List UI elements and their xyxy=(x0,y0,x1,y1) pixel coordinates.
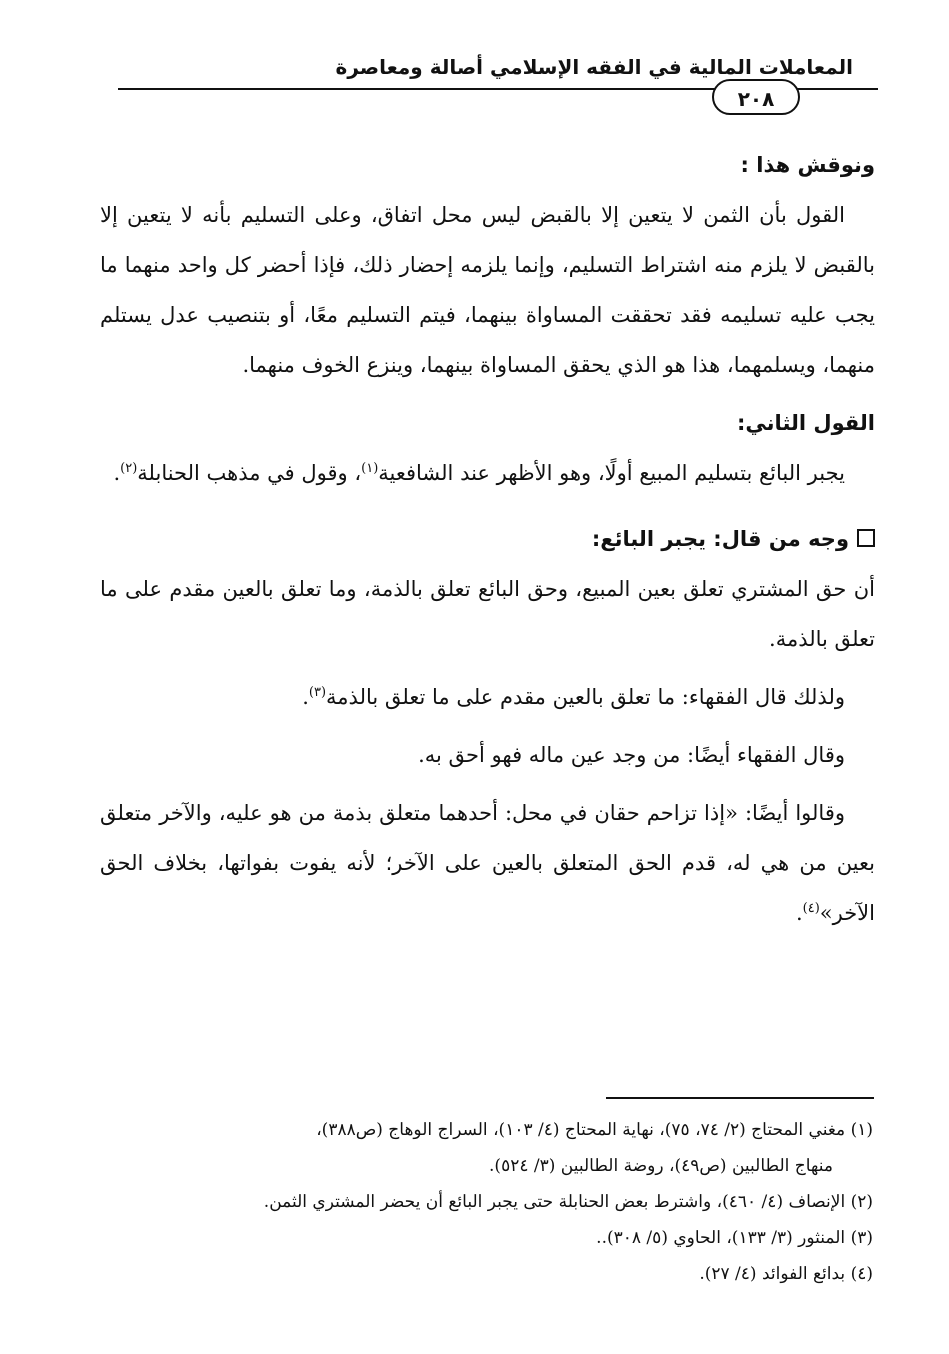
footnote-ref-1[interactable]: (١) xyxy=(361,461,379,476)
footnotes xyxy=(93,1112,873,1292)
reason-heading-text: وجه من قال: يجبر البائع: xyxy=(591,527,849,551)
footnote-3-marker: (٣) xyxy=(850,1228,873,1248)
jurists-quote-3 xyxy=(100,788,875,938)
checkbox-bullet-icon xyxy=(857,529,875,547)
second-opinion-text-b: ، وقول في مذهب الحنابلة xyxy=(137,461,362,485)
footnote-2 xyxy=(93,1184,873,1220)
jurists-quote-2: وقال الفقهاء أيضًا: من وجد عين ماله فهو أحق به. xyxy=(418,743,845,767)
second-opinion-text-a: يجبر البائع بتسليم المبيع أولًا، وهو الأظهر عند الشافعية xyxy=(378,461,845,485)
footnote-4 xyxy=(93,1256,873,1292)
second-opinion-heading: القول الثاني: xyxy=(737,411,875,435)
footnote-2-marker: (٢) xyxy=(850,1192,873,1212)
footnote-4-marker: (٤) xyxy=(850,1264,873,1284)
footnote-separator xyxy=(606,1097,874,1099)
jurists-quote-1-end: . xyxy=(302,685,309,709)
second-opinion-paragraph xyxy=(100,448,875,498)
footnote-1-text: مغني المحتاج (٢/ ٧٤، ٧٥)، نهاية المحتاج (٤/ ١٠٣)، السراج الوهاج (ص٣٨٨)، xyxy=(316,1120,846,1140)
jurists-quote-1 xyxy=(100,672,875,722)
jurists-quote-3-text: وقالوا أيضًا: «إذا تزاحم حقان في محل: أحدهما متعلق بذمة من هو عليه، والآخر متعلق بعين من هي له، قدم الحق المتعلق بالعين على الآخر؛ لأنه يفوت بفواتها، بخلاف الحق الآخر» xyxy=(100,801,875,925)
main-text xyxy=(100,140,875,938)
jurists-quote-3-end: . xyxy=(795,901,803,925)
running-title: المعاملات المالية في الفقه الإسلامي أصالة ومعاصرة xyxy=(335,55,853,79)
footnote-3-text: المنثور (٣/ ١٣٣)، الحاوي (٥/ ٣٠٨).. xyxy=(596,1228,846,1248)
footnote-ref-4[interactable]: (٤) xyxy=(802,901,820,916)
footnote-3 xyxy=(93,1220,873,1256)
page-number: ٢٠٨ xyxy=(712,79,800,115)
reason-paragraph: أن حق المشتري تعلق بعين المبيع، وحق البائع تعلق بالذمة، وما تعلق بالعين مقدم على ما تعلق بالذمة. xyxy=(100,577,875,651)
footnote-1-continuation: منهاج الطالبين (ص٤٩)، روضة الطالبين (٣/ ٥٢٤). xyxy=(489,1156,833,1176)
footnote-2-text: الإنصاف (٤/ ٤٦٠)، واشترط بعض الحنابلة حتى يجبر البائع أن يحضر المشتري الثمن. xyxy=(263,1192,846,1212)
discussion-heading: ونوقش هذا : xyxy=(740,153,875,177)
second-opinion-text-c: . xyxy=(113,461,121,485)
footnote-4-text: بدائع الفوائد (٤/ ٢٧). xyxy=(699,1264,846,1284)
reason-heading xyxy=(100,514,875,564)
footnote-ref-2[interactable]: (٢) xyxy=(120,461,138,476)
discussion-paragraph: القول بأن الثمن لا يتعين إلا بالقبض ليس محل اتفاق، وعلى التسليم بأنه لا يتعين إلا بالقبض لا يلزم منه اشتراط التسليم، وإنما يلزمه إحضار ذلك، فإذا أحضر كل واحد منهما ما يجب عليه تسليمه فقد تحققت المساواة بينهما، فيتم التسليم معًا، أو بتنصيب عدل يستلم منهما، ويسلمهما، هذا هو الذي يحقق المساواة بينهما، وينزع الخوف منهما. xyxy=(100,203,875,377)
jurists-quote-1-text: ولذلك قال الفقهاء: ما تعلق بالعين مقدم على ما تعلق بالذمة xyxy=(326,685,845,709)
footnote-1 xyxy=(93,1112,873,1148)
footnote-1-marker: (١) xyxy=(850,1120,873,1140)
footnote-ref-3[interactable]: (٣) xyxy=(308,685,327,700)
